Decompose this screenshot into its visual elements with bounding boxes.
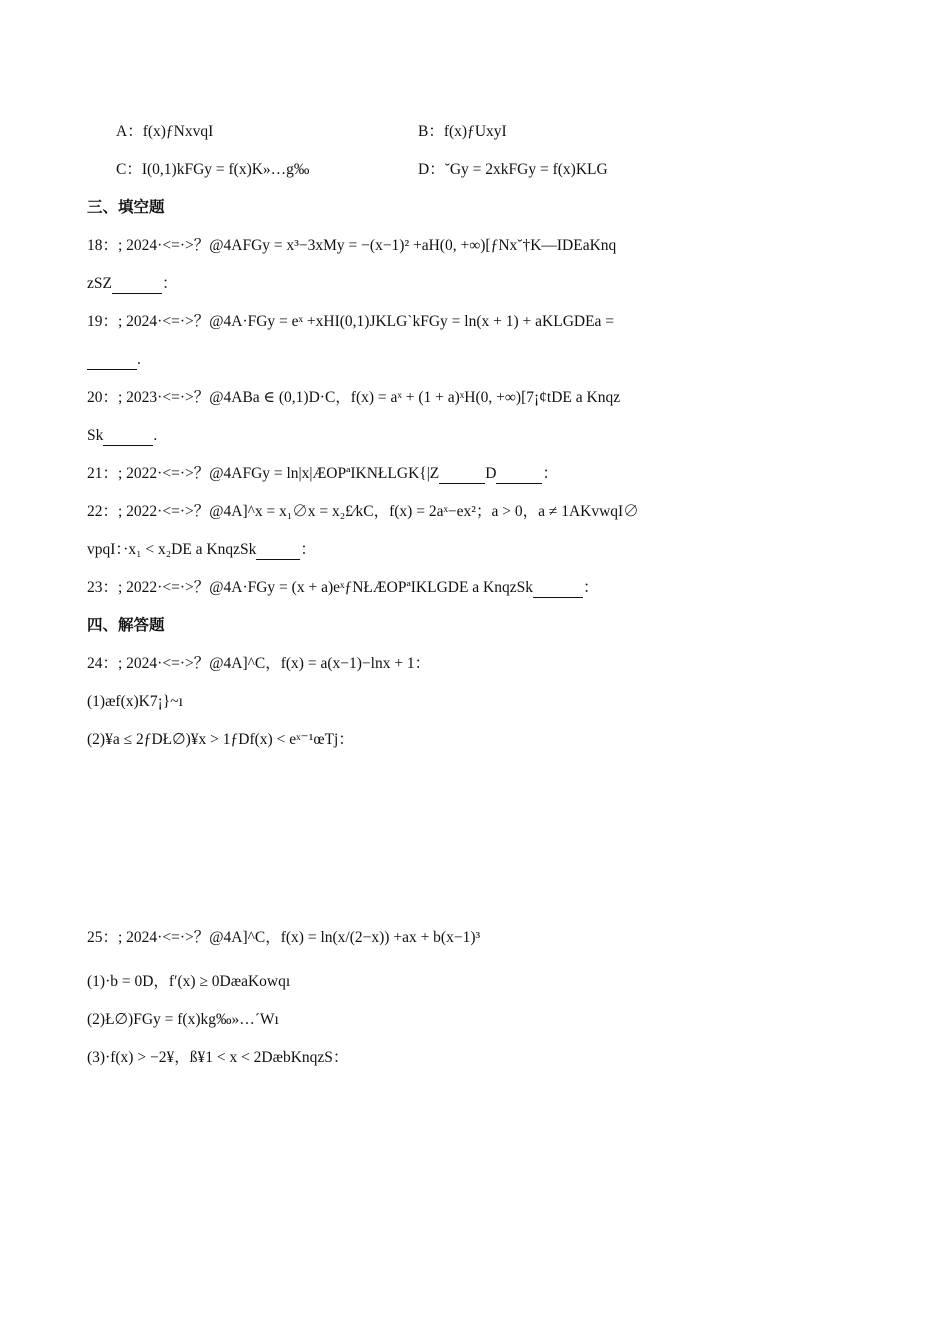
section-fill-blank-heading: 三、填空题 [87, 199, 165, 216]
question-23 [87, 578, 599, 598]
answer-blank [112, 279, 162, 294]
question-20-line2 [87, 426, 157, 446]
question-24-part2: (2)¥a ≤ 2ƒDŁ∅)¥x > 1ƒDf(x) < eˣ⁻¹œTj： [87, 731, 354, 748]
question-24-stem: 24：; 2024·<=·>？@4A]^C，f(x) = a(x−1)−lnx + 1： [87, 655, 431, 672]
question-18-text: zSZ [87, 275, 112, 292]
question-21 [87, 464, 558, 484]
question-21-mid: D [485, 465, 497, 482]
question-22-line2 [87, 540, 316, 560]
section-answer-heading: 四、解答题 [87, 617, 165, 634]
option-c: C：I(0,1)kFGy = f(x)K»…g‰ [116, 161, 310, 178]
question-18-end: ： [161, 275, 178, 292]
question-19-end: . [137, 351, 141, 368]
question-19-line2 [87, 350, 141, 370]
question-24-part1: (1)æf(x)K7¡}~ı [87, 693, 183, 710]
question-23-end: ： [583, 579, 599, 596]
question-19-line1: 19：; 2024·<=·>？@4A·FGy = eˣ +xHI(0,1)JKLG`kFGy = ln(x + 1) + aKLGDEa = [87, 313, 615, 330]
answer-blank-1 [439, 469, 485, 484]
question-20-line1: 20：; 2023·<=·>？@4ABa ∈ (0,1)D·C，f(x) = aˣ + (1 + a)ˣH(0, +∞)[7¡¢tDE a Knqz [87, 389, 621, 406]
question-25-part1: (1)·b = 0D，f′(x) ≥ 0DæaKowqı [87, 973, 291, 990]
question-20-text: Sk [87, 427, 104, 444]
question-23-text: 23：; 2022·<=·>？@4A·FGy = (x + a)eˣƒNŁÆOPªIKLGDE a KnqzSk [87, 579, 534, 596]
question-21-end: ： [542, 465, 558, 482]
answer-blank [256, 545, 300, 560]
question-18-line2 [87, 274, 177, 294]
question-25-part3: (3)·f(x) > −2¥，ß¥1 < x < 2DæbKnqzS： [87, 1049, 349, 1066]
option-b: B：f(x)ƒUxyI [418, 123, 507, 140]
question-18-line1: 18：; 2024·<=·>？@4AFGy = x³−3xMy = −(x−1)² +aH(0, +∞)[ƒNx˘†K—IDEaKnq [87, 237, 617, 254]
option-d: D：˘Gy = 2xkFGy = f(x)KLG [418, 161, 608, 178]
option-a: A：f(x)ƒNxvqI [116, 123, 214, 140]
question-22-line1: 22：; 2022·<=·>？@4A]^x = x₁∅x = x₂£⁄kC，f(x) = 2aˣ−ex²；a > 0，a ≠ 1AKvwqI∅ [87, 503, 639, 520]
question-21-text: 21：; 2022·<=·>？@4AFGy = ln|x|ÆOPªIKNŁLGK{|Z [87, 465, 440, 482]
answer-blank [533, 583, 583, 598]
answer-blank [87, 355, 137, 370]
answer-blank-2 [496, 469, 542, 484]
question-20-end: . [153, 427, 158, 444]
answer-blank [103, 431, 153, 446]
question-22-end: ： [300, 541, 316, 558]
question-25-part2: (2)Ł∅)FGy = f(x)kg‰»…´Wı [87, 1011, 279, 1028]
question-22-text: vpqI：·x₁ < x₂DE a KnqzSk [87, 541, 257, 558]
question-25-stem: 25：; 2024·<=·>？@4A]^C，f(x) = ln(x/(2−x)) +ax + b(x−1)³ [87, 929, 481, 946]
